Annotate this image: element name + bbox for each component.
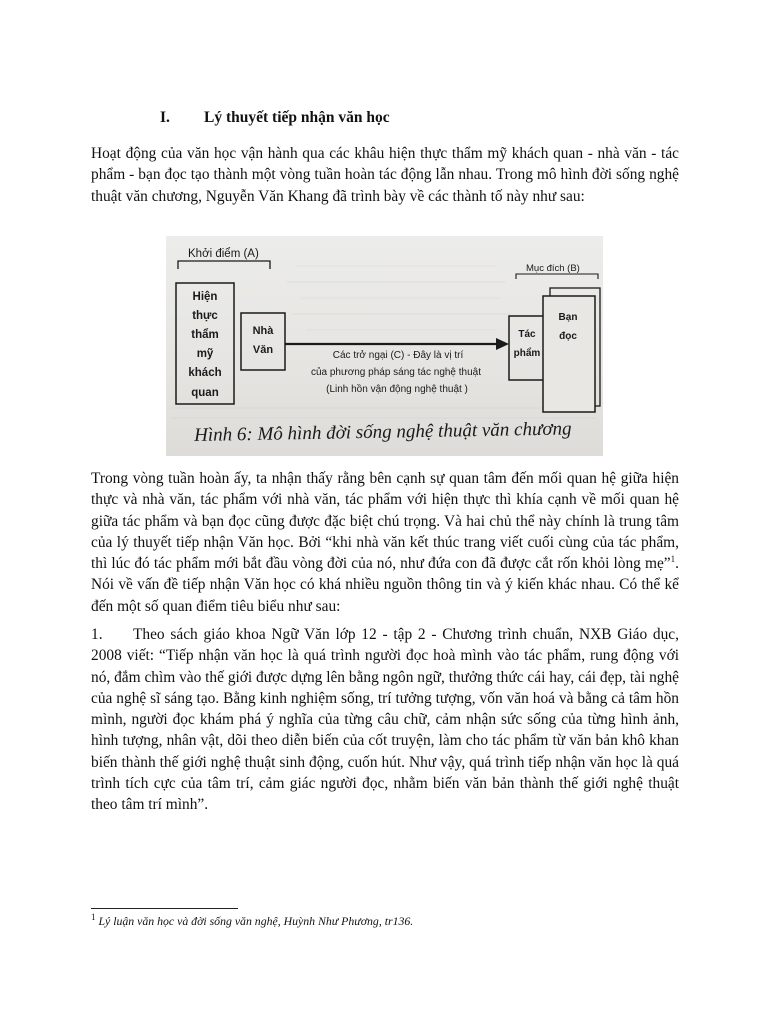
arrow-head — [496, 338, 509, 350]
reality-line-2: thực — [192, 310, 218, 322]
footnote — [91, 914, 413, 929]
section-heading — [160, 109, 390, 127]
diagram-figure — [166, 236, 603, 456]
paragraph-2-text: Trong vòng tuần hoàn ấy, ta nhận thấy rằng bên cạnh sự quan tâm đến mối quan hệ giữa hiện thực và nhà văn, tác phẩm với nhà văn, tác phẩm với hiện thực thì khía cạnh về mối quan hệ giữa tác phẩm và bạn đọc cũng được đặc biệt chú trọng. Và hai chủ thể này chính là trung tâm của lý thuyết tiếp nhận Văn học. Bởi “khi nhà văn kết thúc trang viết cuối cùng của tác phẩm, thì lúc đó tác phẩm mới bắt đầu vòng đời của nó, như đứa con đã được cắt rốn khỏi lòng mẹ” — [91, 470, 679, 573]
paragraph-3-text: Theo sách giáo khoa Ngữ Văn lớp 12 - tập 2 - Chương trình chuẩn, NXB Giáo dục, 2008 viết: “Tiếp nhận văn học là quá trình người đọc hoà mình vào tác phẩm, rung động với nó, đắm chìm vào thế giới được dựng lên bằng ngôn ngữ, thưởng thức cái hay, cái đẹp, tài nghệ của nghệ sĩ sáng tạo. Bằng kinh nghiệm sống, trí tưởng tượng, vốn văn hoá và bằng cả tâm hồn mình, người đọc khám phá ý nghĩa của từng câu chữ, cảm nhận sức sống của từng hình ảnh, hình tượng, nhân vật, dõi theo diễn biến của cốt truyện, làm cho tác phẩm từ văn bản khô khan biến thành thế giới nghệ thuật sinh động, cuốn hút. Như vậy, quá trình tiếp nhận văn học là quá trình tích cực của tâm trí, cảm giác người đọc, nhằm biến văn bản thành thế giới nghệ thuật theo tâm trí mình”. — [91, 626, 679, 814]
reality-line-6: quan — [191, 387, 219, 399]
footnote-divider — [91, 908, 238, 909]
footnote-mark: 1 — [91, 912, 96, 923]
footnote-text: Lý luận văn học và đời sống văn nghệ, Huỳnh Như Phương, tr136. — [95, 914, 414, 928]
goal-label: Mục đích (B) — [526, 263, 580, 274]
reality-line-3: thẩm — [191, 329, 219, 341]
reader-line-2: đọc — [559, 331, 577, 342]
body-paragraph-2 — [91, 468, 679, 617]
reality-line-4: mỹ — [196, 348, 214, 360]
reader-line-1: Bạn — [558, 312, 578, 323]
writer-box — [241, 313, 285, 370]
reality-line-5: khách — [188, 367, 222, 379]
intro-paragraph: Hoạt động của văn học vận hành qua các khâu hiện thực thẩm mỹ khách quan - nhà văn - tác phẩm - bạn đọc tạo thành một vòng tuần hoàn tác động lẫn nhau. Trong mô hình đời sống nghệ thuật văn chương, Nguyễn Văn Khang đã trình bày về các thành tố này như sau: — [91, 145, 679, 205]
section-number: I. — [160, 109, 170, 126]
figure-caption: Hình 6: Mô hình đời sống nghệ thuật văn chương — [194, 418, 572, 446]
work-line-2: phẩm — [513, 348, 541, 359]
writer-line-1: Nhà — [252, 325, 274, 337]
paragraph-2-tail: . Nói về vấn đề tiếp nhận Văn học có khá nhiều nguồn thông tin và ý kiến khác nhau. Có thể kể đến một số quan điểm tiêu biểu như sau: — [91, 555, 679, 615]
writer-line-2: Văn — [252, 344, 274, 356]
obstacles-line-3: (Linh hồn vận động nghệ thuật ) — [326, 384, 468, 395]
section-title: Lý thuyết tiếp nhận văn học — [204, 109, 390, 126]
reality-line-1: Hiện — [192, 291, 218, 303]
work-line-1: Tác — [518, 329, 536, 340]
footnote-reference[interactable]: 1 — [670, 554, 676, 565]
obstacles-line-2: của phương pháp sáng tác nghệ thuật — [310, 367, 482, 378]
obstacles-line-1: Các trở ngại (C) - Đây là vị trí — [332, 350, 464, 361]
body-paragraph-3 — [91, 624, 679, 816]
start-point-label: Khởi điểm (A) — [188, 248, 259, 260]
list-number: 1. — [91, 626, 103, 643]
